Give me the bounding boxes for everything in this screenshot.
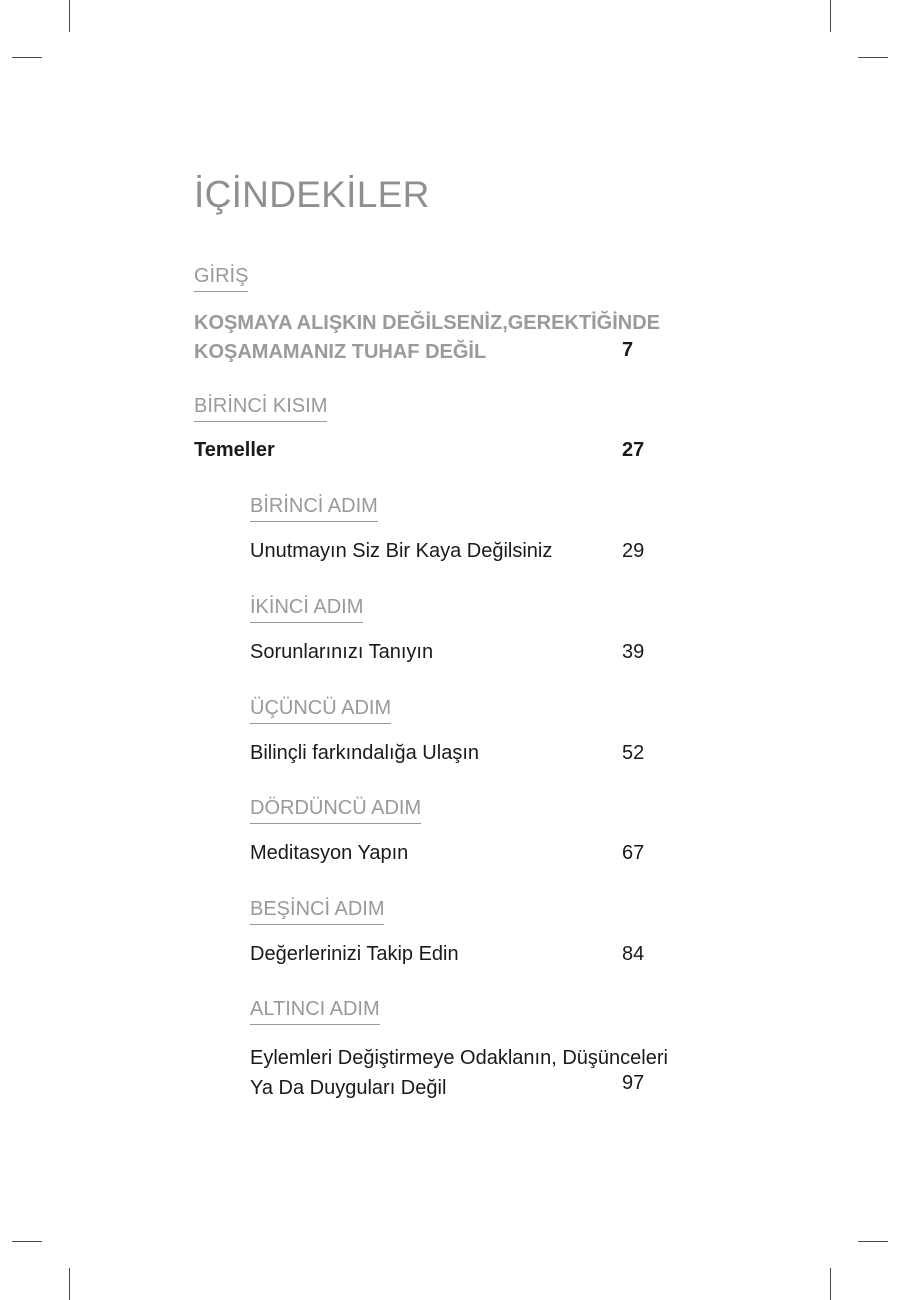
step5-page-number: 84 (622, 943, 645, 965)
step5-label: BEŞİNCİ ADIM (250, 899, 384, 925)
crop-mark-top-right (830, 0, 831, 32)
step2-page-number: 39 (622, 641, 645, 663)
step1-title: Unutmayın Siz Bir Kaya Değilsiniz (250, 540, 553, 562)
step3-title: Bilinçli farkındalığa Ulaşın (250, 742, 479, 764)
crop-mark-right-top (858, 57, 888, 58)
step2-label: İKİNCİ ADIM (250, 597, 363, 623)
step1-page-number: 29 (622, 540, 645, 562)
intro-label: GİRİŞ (194, 266, 248, 292)
page-title: İÇİNDEKİLER (194, 174, 430, 215)
step6-title (250, 1043, 668, 1103)
crop-mark-bottom-left (69, 1268, 70, 1300)
crop-mark-top-left (69, 0, 70, 32)
intro-title-line-2: KOŞAMAMANIZ TUHAF DEĞİL (194, 341, 487, 363)
crop-mark-left-top (12, 57, 42, 58)
intro-title-line-1: KOŞMAYA ALIŞKIN DEĞİLSENİZ,GEREKTİĞİNDE (194, 312, 660, 334)
step6-title-line-2: Ya Da Duyguları Değil (250, 1077, 447, 1099)
step6-page-number: 97 (622, 1072, 645, 1094)
step3-page-number: 52 (622, 742, 645, 764)
part1-label: BİRİNCİ KISIM (194, 396, 327, 422)
step4-label: DÖRDÜNCÜ ADIM (250, 798, 421, 824)
step2-title: Sorunlarınızı Tanıyın (250, 641, 434, 663)
step4-title: Meditasyon Yapın (250, 842, 409, 864)
part1-title: Temeller (194, 439, 275, 461)
step3-label: ÜÇÜNCÜ ADIM (250, 698, 391, 724)
crop-mark-bottom-right (830, 1268, 831, 1300)
step4-page-number: 67 (622, 842, 645, 864)
part1-page-number: 27 (622, 439, 645, 461)
crop-mark-left-bottom (12, 1241, 42, 1242)
step6-title-line-1: Eylemleri Değiştirmeye Odaklanın, Düşünceleri (250, 1047, 668, 1069)
intro-title (194, 309, 660, 367)
step5-title: Değerlerinizi Takip Edin (250, 943, 459, 965)
step1-label: BİRİNCİ ADIM (250, 496, 378, 522)
step6-label: ALTINCI ADIM (250, 999, 380, 1025)
crop-mark-right-bottom (858, 1241, 888, 1242)
intro-page-number: 7 (622, 339, 634, 361)
